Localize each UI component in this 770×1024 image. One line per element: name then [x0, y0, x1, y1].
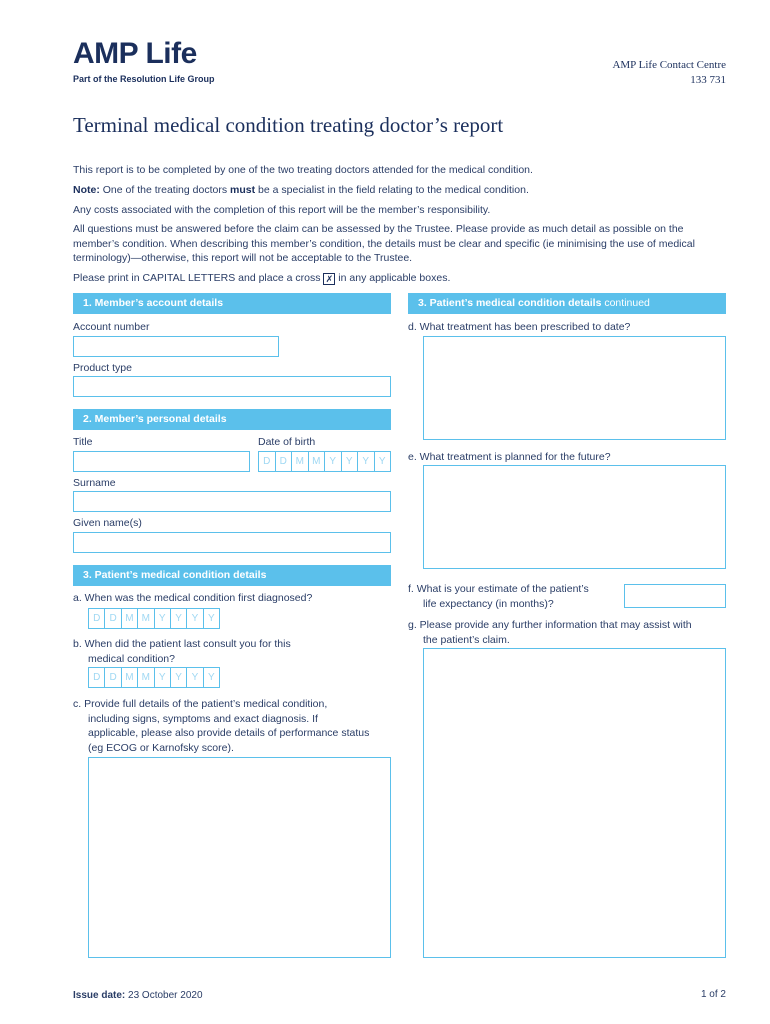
question-g-line1: g. Please provide any further information that may assist with — [408, 619, 692, 631]
logo-tagline: Part of the Resolution Life Group — [73, 74, 215, 84]
intro-note — [73, 183, 728, 198]
page-number: 1 of 2 — [700, 989, 726, 1000]
surname-label: Surname — [73, 477, 116, 489]
given-names-label: Given name(s) — [73, 517, 142, 529]
section-3-continued-title: 3. Patient’s medical condition details — [418, 297, 602, 309]
product-type-field[interactable] — [73, 376, 391, 397]
section-1-heading: 1. Member’s account details — [73, 293, 391, 314]
continued-label: continued — [604, 297, 650, 309]
date-digit: Y — [155, 609, 171, 628]
question-g-label — [408, 618, 692, 647]
date-digit: Y — [155, 668, 171, 687]
question-d-label: d. What treatment has been prescribed to date? — [408, 321, 631, 333]
question-g-line2: the patient’s claim. — [423, 633, 510, 646]
life-expectancy-field[interactable] — [624, 584, 726, 608]
title-field[interactable] — [73, 451, 250, 472]
dob-field[interactable] — [258, 451, 391, 472]
date-digit: D — [89, 609, 105, 628]
date-digit: M — [122, 668, 138, 687]
cross-example-icon: ✗ — [323, 273, 335, 285]
intro-paragraph-1: This report is to be completed by one of the two treating doctors attended for the medical condition. — [73, 164, 533, 176]
treatment-to-date-textarea[interactable] — [423, 336, 726, 440]
section-2-heading: 2. Member’s personal details — [73, 409, 391, 430]
date-digit: Y — [187, 668, 203, 687]
issue-date-value: 23 October 2020 — [128, 990, 203, 1001]
product-type-label: Product type — [73, 362, 132, 374]
question-c-line2: including signs, symptoms and exact diagnosis. If — [88, 712, 318, 725]
dob-label: Date of birth — [258, 436, 316, 448]
issue-date-label: Issue date: — [73, 990, 126, 1001]
amp-life-logo: AMP Life — [73, 37, 197, 70]
date-digit: D — [89, 668, 105, 687]
question-f-line1: f. What is your estimate of the patient’s — [408, 583, 589, 595]
issue-date — [73, 990, 203, 1001]
date-digit: Y — [187, 609, 203, 628]
question-f-label — [408, 582, 589, 611]
question-b-label — [73, 637, 291, 666]
last-consult-date-field[interactable] — [88, 667, 220, 688]
account-number-field[interactable] — [73, 336, 279, 357]
question-c-label — [73, 697, 369, 755]
date-digit: Y — [207, 613, 215, 624]
date-digit: Y — [342, 452, 359, 471]
question-b-line2: medical condition? — [88, 652, 175, 665]
date-digit: Y — [358, 452, 375, 471]
date-digit: M — [138, 668, 154, 687]
contact-centre — [612, 58, 726, 88]
date-digit: D — [259, 452, 276, 471]
question-b-line1: b. When did the patient last consult you for this — [73, 638, 291, 650]
date-digit: D — [105, 609, 121, 628]
intro-paragraph-4: All questions must be answered before the claim can be assessed by the Trustee. Please provide as much detail as possible on the member’s condition. When describing this member’s condition, the details must be clear and specific (ie minimising the use of medical terminology)—otherwise, this report will not be acceptable to the Trustee. — [73, 223, 695, 264]
date-digit: M — [122, 609, 138, 628]
date-digit: M — [292, 452, 309, 471]
note-text-a: One of the treating doctors — [102, 184, 228, 196]
cross-instruction-a: Please print in CAPITAL LETTERS and place a cross — [73, 272, 321, 284]
note-text-b: be a specialist in the field relating to the medical condition. — [258, 184, 529, 196]
given-names-field[interactable] — [73, 532, 391, 553]
date-digit: M — [138, 609, 154, 628]
date-digit: Y — [171, 609, 187, 628]
planned-treatment-textarea[interactable] — [423, 465, 726, 569]
date-digit: D — [276, 452, 293, 471]
contact-name: AMP Life Contact Centre — [612, 59, 726, 71]
date-digit: Y — [207, 672, 215, 683]
cross-instruction-b: in any applicable boxes. — [338, 272, 451, 284]
note-label: Note: — [73, 184, 100, 196]
question-e-label: e. What treatment is planned for the future? — [408, 451, 611, 463]
question-a-label: a. When was the medical condition first diagnosed? — [73, 592, 313, 604]
further-information-textarea[interactable] — [423, 648, 726, 958]
account-number-label: Account number — [73, 321, 150, 333]
date-digit: Y — [171, 668, 187, 687]
note-must: must — [230, 184, 256, 196]
intro-paragraph-3: Any costs associated with the completion of this report will be the member’s responsibility. — [73, 204, 491, 216]
section-3-heading: 3. Patient’s medical condition details — [73, 565, 391, 586]
question-f-line2: life expectancy (in months)? — [423, 597, 554, 610]
date-digit: Y — [325, 452, 342, 471]
title-label: Title — [73, 436, 93, 448]
page-title: Terminal medical condition treating doctor’s report — [73, 113, 504, 137]
diagnosis-date-field[interactable] — [88, 608, 220, 629]
section-3-continued-heading — [408, 293, 726, 314]
question-c-line4: (eg ECOG or Karnofsky score). — [88, 741, 234, 754]
question-c-line1: c. Provide full details of the patient’s medical condition, — [73, 698, 328, 710]
date-digit: M — [309, 452, 326, 471]
question-c-line3: applicable, please also provide details of performance status — [88, 727, 370, 739]
contact-phone: 133 731 — [690, 74, 726, 86]
date-digit: D — [105, 668, 121, 687]
date-digit: Y — [378, 456, 386, 467]
intro-paragraph-5 — [73, 271, 728, 286]
surname-field[interactable] — [73, 491, 391, 512]
condition-details-textarea[interactable] — [88, 757, 391, 958]
